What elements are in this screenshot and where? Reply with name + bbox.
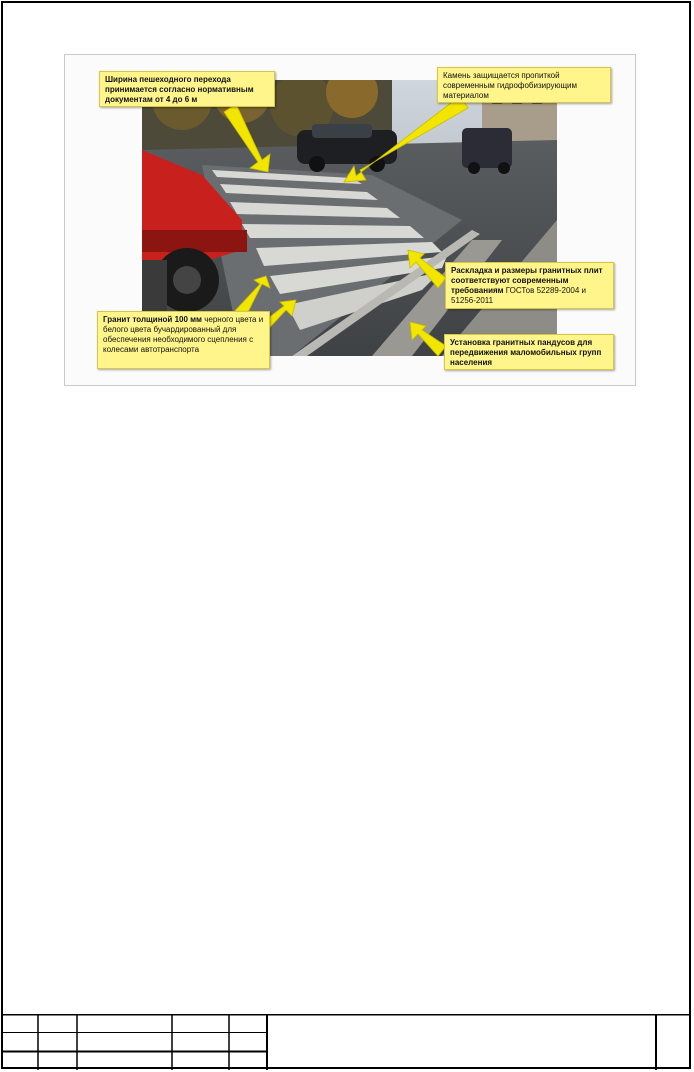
title-block (1, 1014, 691, 1070)
callout-ramps (444, 334, 614, 370)
callout-granite-rest: черного цвета и белого цвета бучардированный для обеспечения необходимого сцепления с колесами автотранспорта (103, 315, 264, 354)
callout-slab-layout (445, 262, 614, 309)
callout-slab-layout-bold: Раскладка и размеры гранитных плит соответствуют современным требованиям (451, 266, 603, 295)
callout-ramps-text: Установка гранитных пандусов для передвижения маломобильных групп населения (450, 338, 602, 367)
callout-crossing-width-text: Ширина пешеходного перехода принимается согласно нормативным документам от 4 до 6 м (105, 75, 254, 104)
callout-granite-bold: Гранит толщиной 100 мм (103, 315, 202, 324)
callout-stone-protection-text: Камень защищается пропиткой современным гидрофобизирующим материалом (443, 71, 578, 100)
callout-stone-protection (437, 67, 611, 103)
callout-granite (97, 311, 270, 369)
callout-crossing-width (99, 71, 275, 107)
callout-slab-layout-rest: ГОСТов 52289-2004 и 51256-2011 (451, 286, 586, 305)
